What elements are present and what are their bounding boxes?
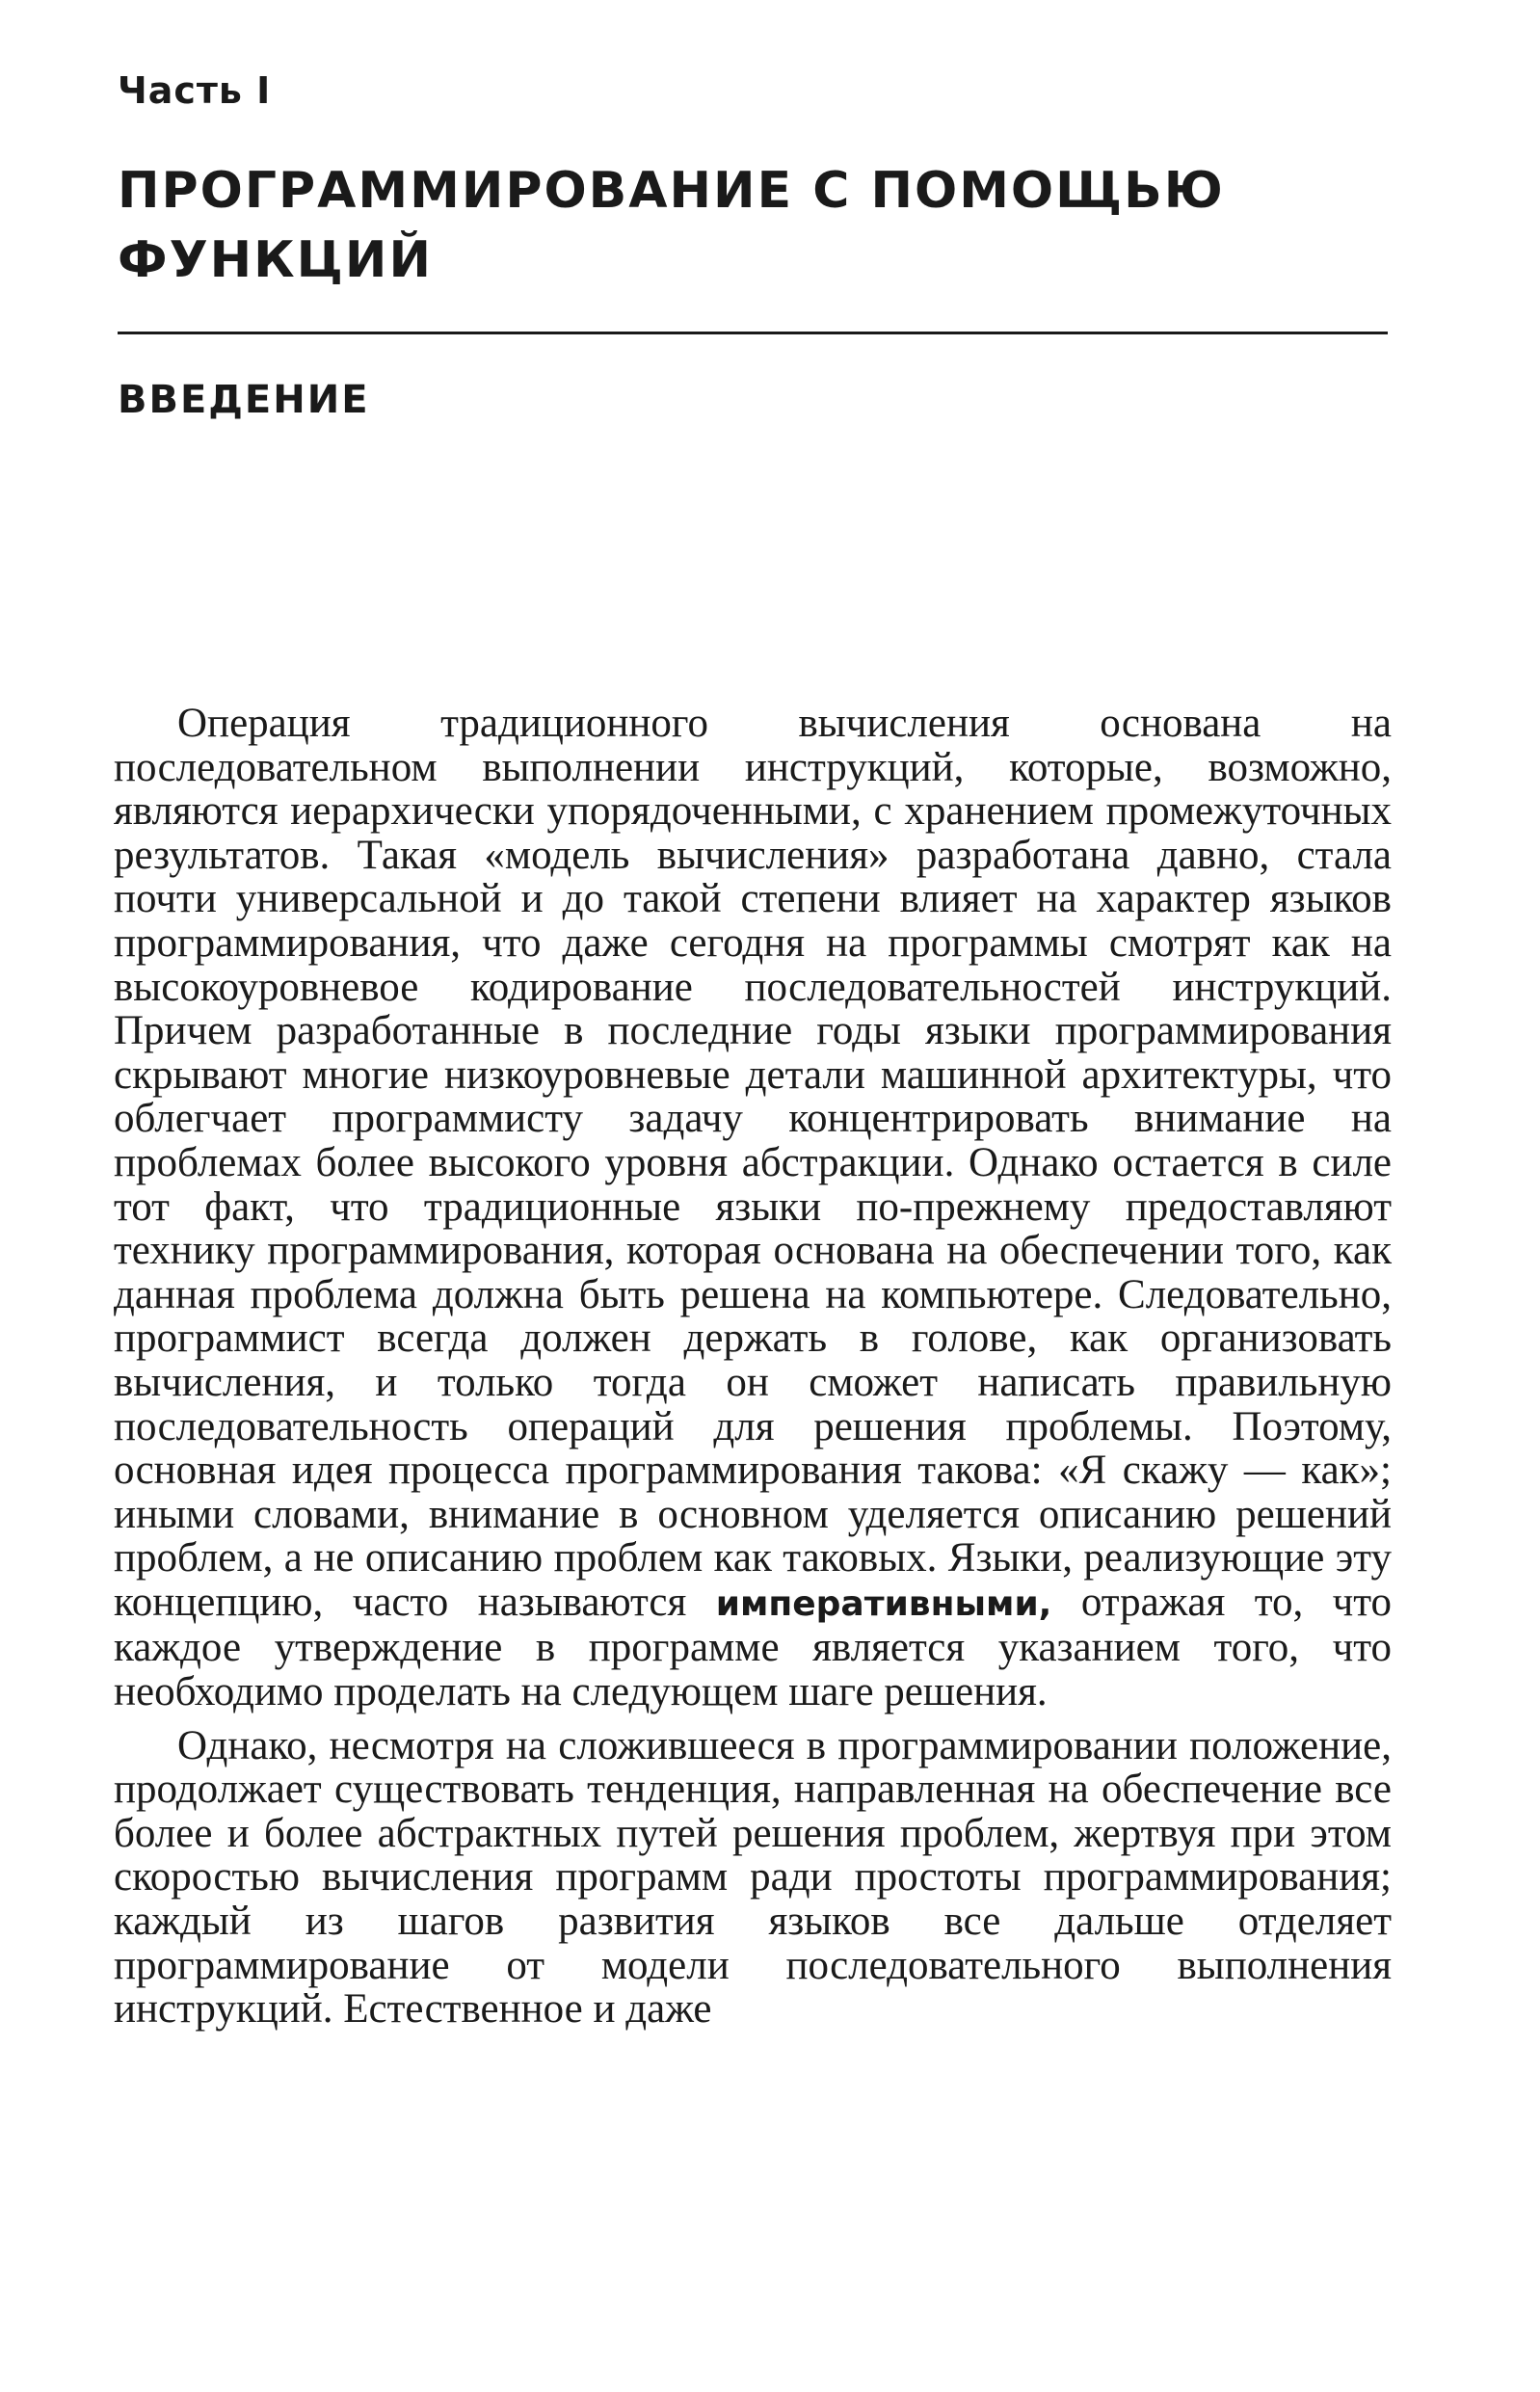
paragraph-1-text-before: Операция традиционного вычисления основана на последовательном выполнении инструкций, которые, возможно, являются иерархически упорядоченными, с хранением промежуточных результатов. Такая «модель вычисления» разработана давно, стала почти универсальной и до такой степени влияет на характер языков программирования, что даже сегодня на программы смотрят как на высокоуровневое кодирование последовательностей инструкций. Причем разработанные в последние годы языки программирования скрывают многие низкоуровневые детали машинной архитектуры, что облегчает программисту задачу концентрировать внимание на проблемах более высокого уровня абстракции. Однако остается в силе тот факт, что традиционные языки по-прежнему предоставляют технику программирования, которая основана на обеспечении того, как данная проблема должна быть решена на компьютере. Следовательно, программист всегда должен держать в голове, как организовать вычисления, и только тогда он сможет написать правильную последовательность операций для решения проблемы. Поэтому, основная идея процесса программирования такова: «Я скажу — как»; иными словами, внимание в основном уделяется описанию решений проблем, а не описанию проблем как таковых. Языки, реализующие эту концепцию, часто называются — [114, 701, 1392, 1625]
paragraph-2-text: Однако, несмотря на сложившееся в программировании положение, продолжает существовать тенденция, направленная на обеспечение все более и более абстрактных путей решения проблем, жертвуя при этом скоростью вычисления программ ради простоты программирования; каждый из шагов развития языков все дальше отделяет программирование от модели последовательного выполнения инструкций. Естественное и даже — [114, 1722, 1392, 2033]
paragraph-1 — [114, 702, 1392, 1714]
emphasized-term: императивными, — [715, 1583, 1052, 1624]
body-text — [114, 702, 1392, 2032]
title-divider — [118, 332, 1388, 334]
section-heading: ВВЕДЕНИЕ — [118, 378, 370, 422]
paragraph-1-text-after: отражая то, что каждое утверждение в программе является указанием того, что необходимо проделать на следующем шаге решения. — [114, 1579, 1393, 1715]
part-title: ПРОГРАММИРОВАНИЕ С ПОМОЩЬЮ ФУНКЦИЙ — [118, 162, 1225, 289]
paragraph-2 — [114, 1724, 1392, 2032]
part-label: Часть I — [118, 69, 272, 112]
